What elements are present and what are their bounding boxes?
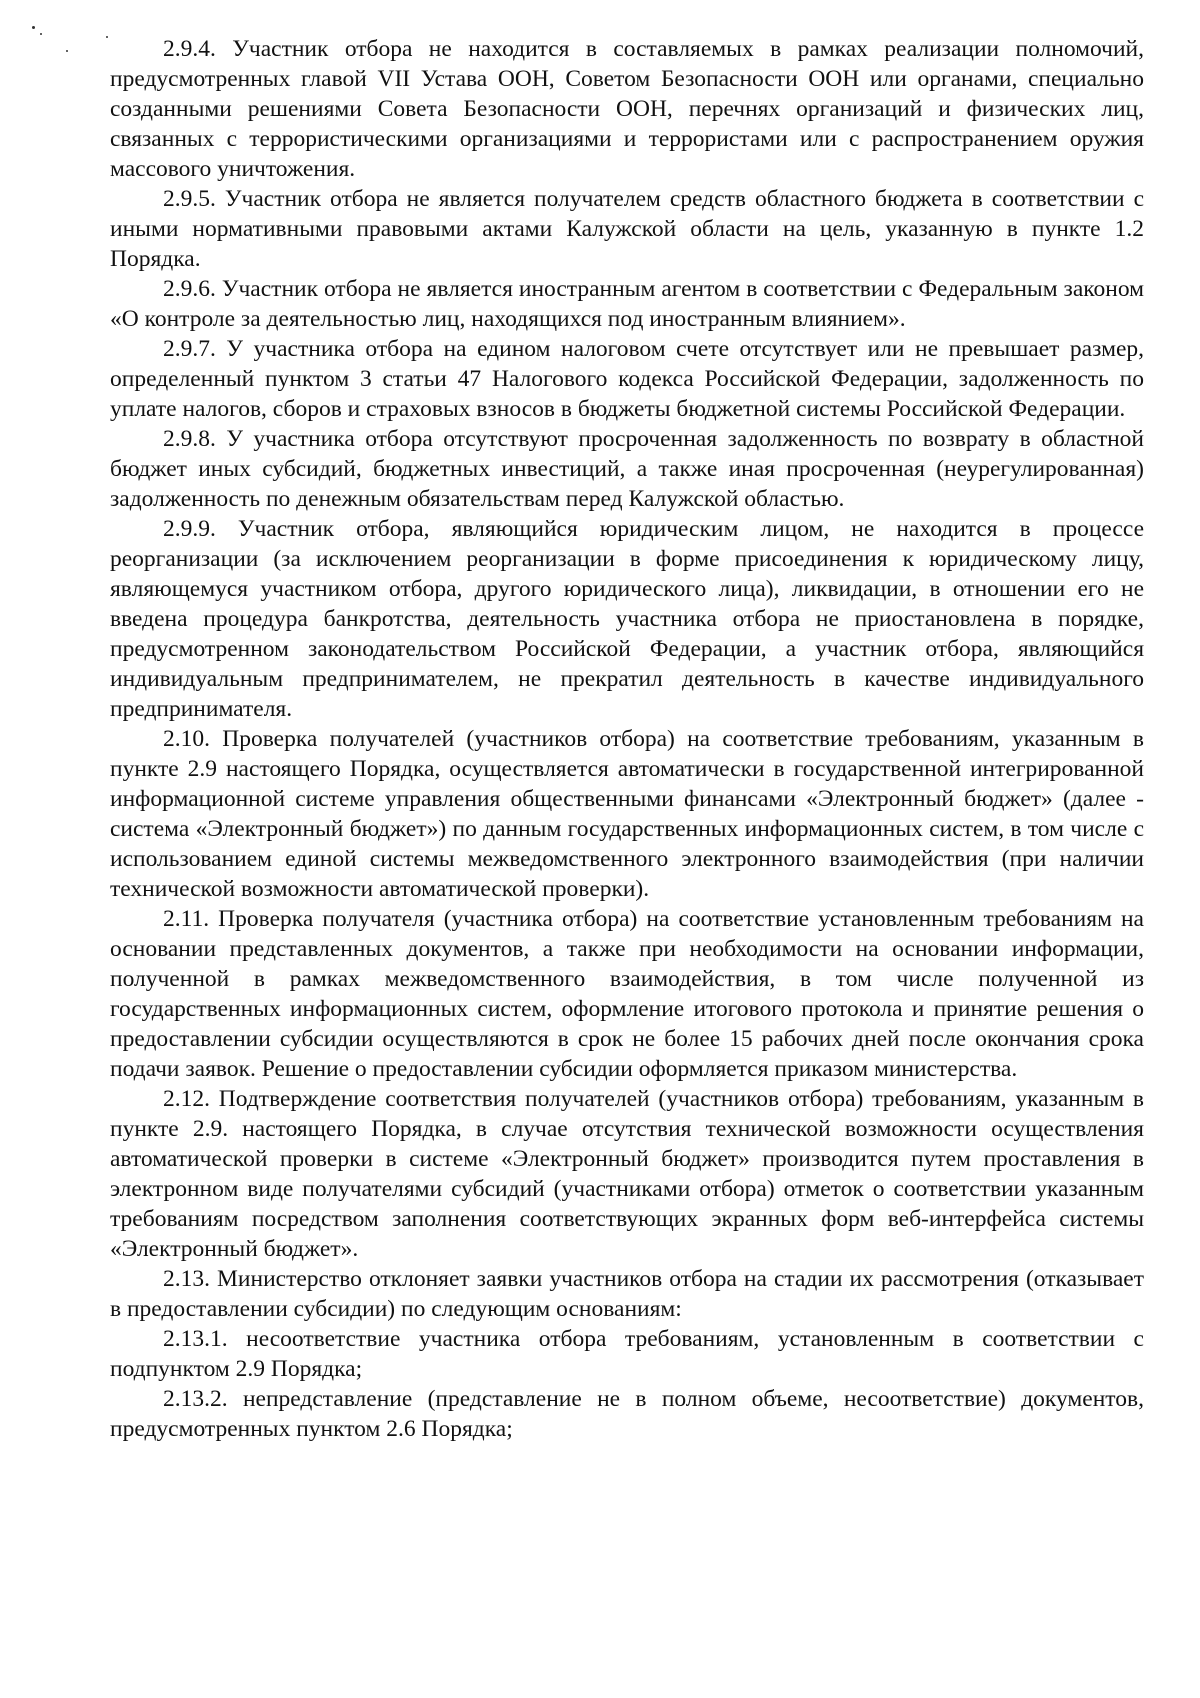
paragraph-2-13-2: 2.13.2. непредставление (представление не в полном объеме, несоответствие) документов, предусмотренных пунктом 2.6 Порядка; bbox=[110, 1386, 1144, 1442]
paragraph-2-9-6: 2.9.6. Участник отбора не является иностранным агентом в соответствии с Федеральным законом «О контроле за деятельностью лиц, находящихся под иностранным влиянием». bbox=[110, 276, 1144, 332]
paragraph-2-9-7: 2.9.7. У участника отбора на едином налоговом счете отсутствует или не превышает размер, определенный пунктом 3 статьи 47 Налогового кодекса Российской Федерации, задолженность по уплате налогов, сборов и страховых взносов в бюджеты бюджетной системы Российской Федерации. bbox=[110, 336, 1144, 422]
scan-speck bbox=[32, 26, 35, 29]
paragraph-2-10: 2.10. Проверка получателей (участников отбора) на соответствие требованиям, указанным в пункте 2.9 настоящего Порядка, осуществляется автоматически в государственной интегрированной информационной системе управления общественными финансами «Электронный бюджет» (далее - система «Электронный бюджет») по данным государственных информационных систем, в том числе с использованием единой системы межведомственного электронного взаимодействия (при наличии технической возможности автоматической проверки). bbox=[110, 726, 1144, 902]
scan-speck bbox=[40, 33, 42, 35]
scan-speck bbox=[66, 50, 68, 52]
document-page bbox=[110, 34, 1144, 1444]
paragraph-2-11: 2.11. Проверка получателя (участника отбора) на соответствие установленным требованиям на основании представленных документов, а также при необходимости на основании информации, полученной в рамках межведомственного взаимодействия, в том числе полученной из государственных информационных систем, оформление итогового протокола и принятие решения о предоставлении субсидии осуществляются в срок не более 15 рабочих дней после окончания срока подачи заявок. Решение о предоставлении субсидии оформляется приказом министерства. bbox=[110, 906, 1144, 1082]
paragraph-2-9-4: 2.9.4. Участник отбора не находится в составляемых в рамках реализации полномочий, предусмотренных главой VII Устава ООН, Советом Безопасности ООН или органами, специально созданными решениями Совета Безопасности ООН, перечнях организаций и физических лиц, связанных с террористическими организациями и террористами или с распространением оружия массового уничтожения. bbox=[110, 36, 1144, 182]
paragraph-2-12: 2.12. Подтверждение соответствия получателей (участников отбора) требованиям, указанным в пункте 2.9. настоящего Порядка, в случае отсутствия технической возможности осуществления автоматической проверки в системе «Электронный бюджет» производится путем проставления в электронном виде получателями субсидий (участниками отбора) отметок о соответствии указанным требованиям посредством заполнения соответствующих экранных форм веб-интерфейса системы «Электронный бюджет». bbox=[110, 1086, 1144, 1262]
paragraph-2-9-8: 2.9.8. У участника отбора отсутствуют просроченная задолженность по возврату в областной бюджет иных субсидий, бюджетных инвестиций, а также иная просроченная (неурегулированная) задолженность по денежным обязательствам перед Калужской областью. bbox=[110, 426, 1144, 512]
paragraph-2-9-9: 2.9.9. Участник отбора, являющийся юридическим лицом, не находится в процессе реорганизации (за исключением реорганизации в форме присоединения к юридическому лицу, являющемуся участником отбора, другого юридического лица), ликвидации, в отношении его не введена процедура банкротства, деятельность участника отбора не приостановлена в порядке, предусмотренном законодательством Российской Федерации, а участник отбора, являющийся индивидуальным предпринимателем, не прекратил деятельность в качестве индивидуального предпринимателя. bbox=[110, 516, 1144, 722]
paragraph-2-13-1: 2.13.1. несоответствие участника отбора требованиям, установленным в соответствии с подпунктом 2.9 Порядка; bbox=[110, 1326, 1144, 1382]
paragraph-2-13: 2.13. Министерство отклоняет заявки участников отбора на стадии их рассмотрения (отказывает в предоставлении субсидии) по следующим основаниям: bbox=[110, 1266, 1144, 1322]
scan-speck bbox=[106, 36, 108, 38]
paragraph-2-9-5: 2.9.5. Участник отбора не является получателем средств областного бюджета в соответствии с иными нормативными правовыми актами Калужской области на цель, указанную в пункте 1.2 Порядка. bbox=[110, 186, 1144, 272]
